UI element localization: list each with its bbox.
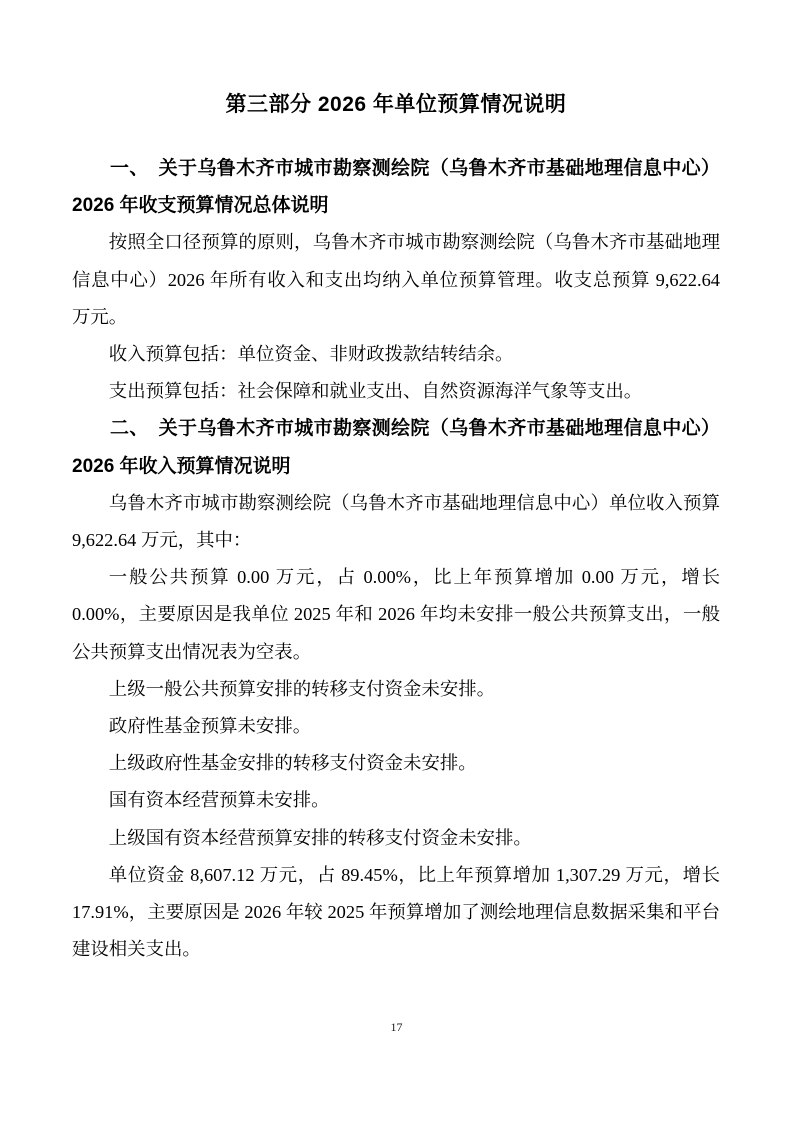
section-2-paragraph-state-capital: 国有资本经营预算未安排。: [108, 790, 330, 811]
section-1-paragraph-overview: 按照全口径预算的原则，乌鲁木齐市城市勘察测绘院（乌鲁木齐市基础地理信息中心）2026 年所有收入和支出均纳入单位预算管理。收支总预算 9,622.64 万元。: [72, 232, 720, 327]
document-title: 第三部分 2026 年单位预算情况说明: [225, 93, 567, 116]
document-content: [72, 86, 720, 968]
page-number: 17: [390, 1020, 403, 1034]
section-2-paragraph-government-fund: 政府性基金预算未安排。: [108, 716, 312, 737]
section-2-paragraph-higher-level-fund-transfer: 上级政府性基金安排的转移支付资金未安排。: [108, 753, 477, 774]
section-2-paragraph-higher-level-state-capital-transfer: 上级国有资本经营预算安排的转移支付资金未安排。: [108, 827, 532, 848]
section-1-heading: 一、 关于乌鲁木齐市城市勘察测绘院（乌鲁木齐市基础地理信息中心）2026 年收支预算情况总体说明: [72, 158, 720, 217]
section-2-paragraph-general-public-budget: 一般公共预算 0.00 万元，占 0.00%，比上年预算增加 0.00 万元，增长 0.00%，主要原因是我单位 2025 年和 2026 年均未安排一般公共预算支出，一般公共预算支出情况表为空表。: [72, 567, 720, 662]
section-2-paragraph-total-income: 乌鲁木齐市城市勘察测绘院（乌鲁木齐市基础地理信息中心）单位收入预算 9,622.64 万元，其中：: [72, 492, 720, 551]
section-2-paragraph-unit-funds: 单位资金 8,607.12 万元，占 89.45%，比上年预算增加 1,307.29 万元，增长 17.91%，主要原因是 2026 年较 2025 年预算增加了测绘地理信息数据采集和平台建设相关支出。: [72, 864, 720, 960]
section-1-paragraph-income-scope: 收入预算包括：单位资金、非财政拨款结转结余。: [108, 344, 514, 365]
section-2-heading: 二、 关于乌鲁木齐市城市勘察测绘院（乌鲁木齐市基础地理信息中心）2026 年收入预算情况说明: [72, 418, 720, 477]
section-2-paragraph-higher-level-general-transfer: 上级一般公共预算安排的转移支付资金未安排。: [108, 678, 496, 699]
section-1-paragraph-expense-scope: 支出预算包括：社会保障和就业支出、自然资源海洋气象等支出。: [108, 381, 643, 402]
